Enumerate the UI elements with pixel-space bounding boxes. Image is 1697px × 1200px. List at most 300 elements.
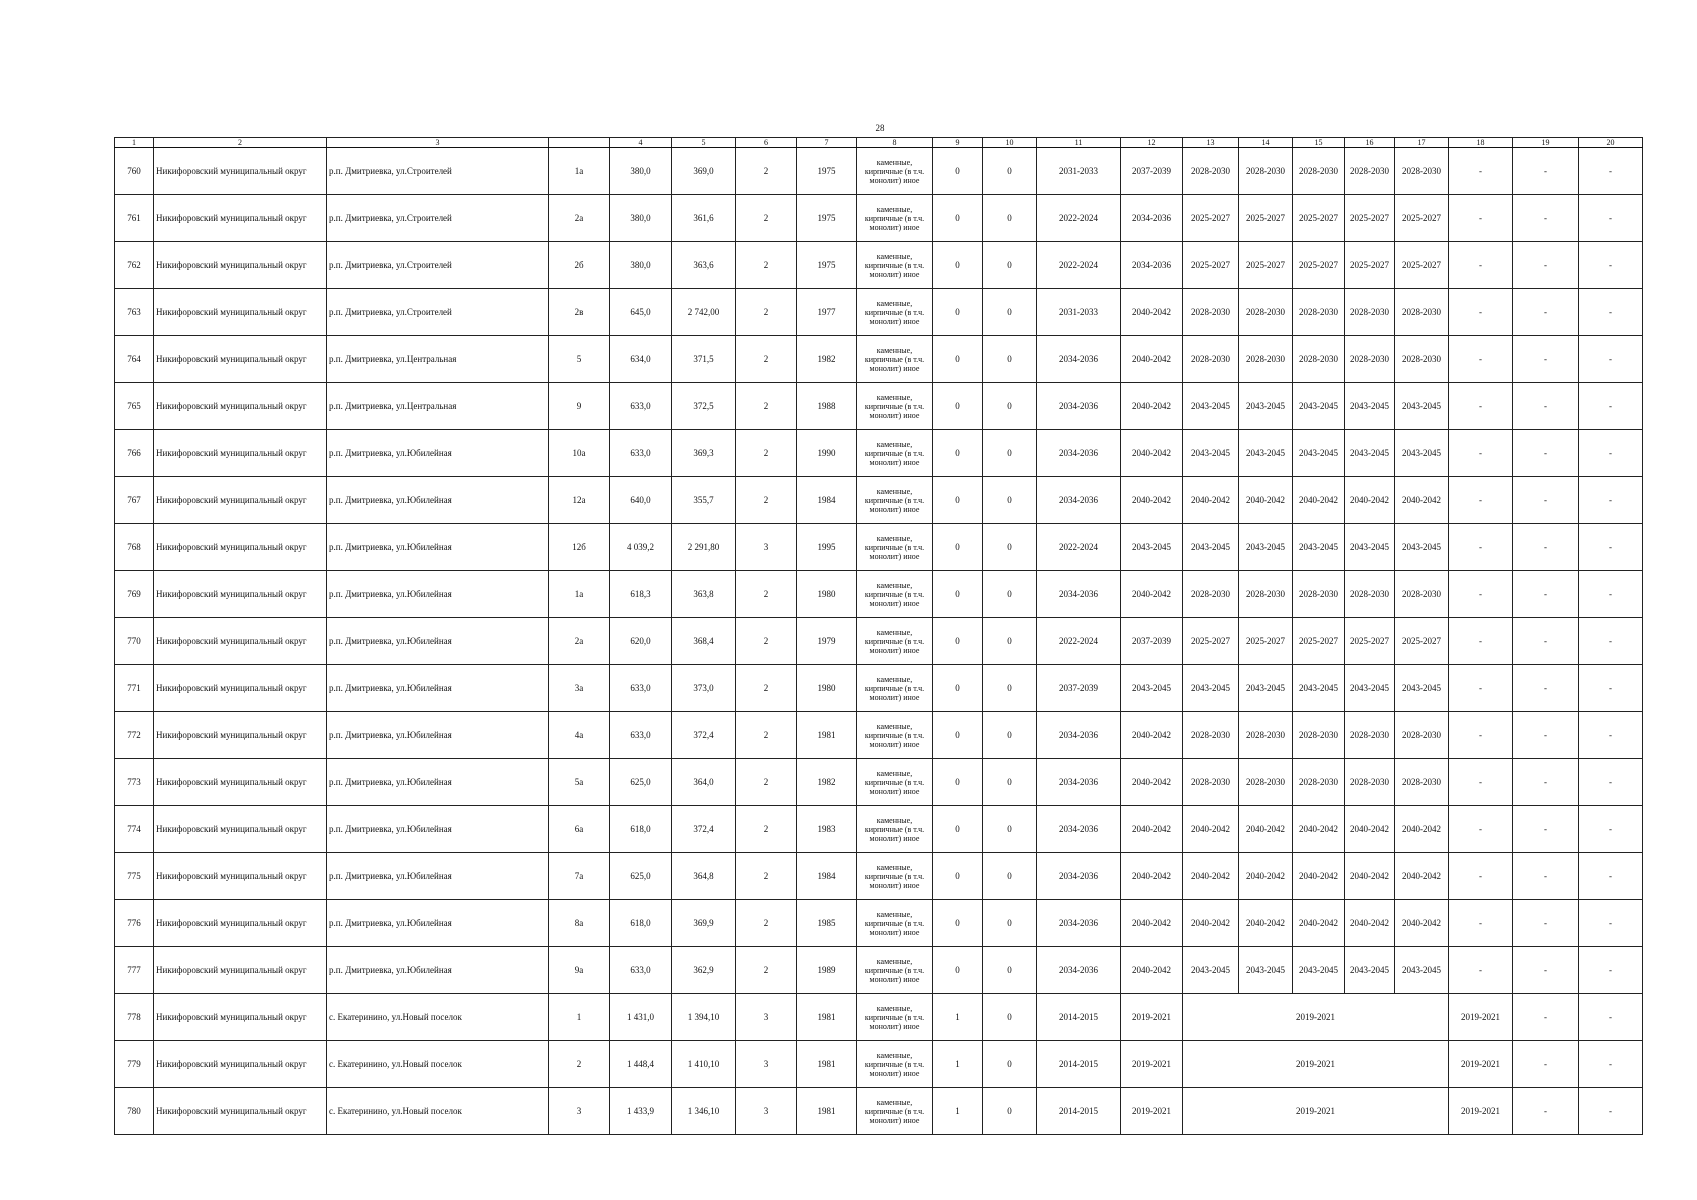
table-row <box>115 1088 1643 1135</box>
col-9-cell: 0 <box>933 759 983 806</box>
wall-material-cell: каменные, кирпичные (в т.ч. монолит) иное <box>857 759 933 806</box>
total-area-cell: 645,0 <box>610 289 672 336</box>
col-15-cell: 2028-2030 <box>1293 289 1345 336</box>
floors-cell: 2 <box>736 195 797 242</box>
col-15-cell: 2028-2030 <box>1293 571 1345 618</box>
floors-cell: 2 <box>736 336 797 383</box>
row-number: 778 <box>115 994 154 1041</box>
col-13-cell: 2025-2027 <box>1183 242 1239 289</box>
total-area-cell: 625,0 <box>610 759 672 806</box>
table-row <box>115 900 1643 947</box>
col-20-cell: - <box>1579 853 1643 900</box>
col-9-cell: 1 <box>933 1088 983 1135</box>
col-17-cell: 2043-2045 <box>1395 383 1449 430</box>
house-number-cell: 1а <box>549 571 610 618</box>
col-17-cell: 2043-2045 <box>1395 524 1449 571</box>
col-10-cell: 0 <box>983 430 1037 477</box>
col-16-cell: 2043-2045 <box>1345 665 1395 712</box>
col-18-cell: - <box>1449 383 1513 430</box>
col-17-cell: 2028-2030 <box>1395 336 1449 383</box>
col-15-cell: 2028-2030 <box>1293 148 1345 195</box>
col-15-cell: 2040-2042 <box>1293 900 1345 947</box>
col-20-cell: - <box>1579 571 1643 618</box>
col-12-cell: 2040-2042 <box>1121 806 1183 853</box>
address-cell: р.п. Дмитриевка, ул.Юбилейная <box>327 900 549 947</box>
column-number-header: 12 <box>1121 138 1183 148</box>
col-18-cell: 2019-2021 <box>1449 1088 1513 1135</box>
wall-material-cell: каменные, кирпичные (в т.ч. монолит) иное <box>857 430 933 477</box>
col-18-cell: - <box>1449 900 1513 947</box>
col-13-cell: 2028-2030 <box>1183 148 1239 195</box>
col-10-cell: 0 <box>983 148 1037 195</box>
district-cell: Никифоровский муниципальный округ <box>154 289 327 336</box>
col-16-cell: 2025-2027 <box>1345 618 1395 665</box>
floors-cell: 2 <box>736 712 797 759</box>
total-area-cell: 625,0 <box>610 853 672 900</box>
col-13-cell: 2043-2045 <box>1183 430 1239 477</box>
row-number: 764 <box>115 336 154 383</box>
col-9-cell: 0 <box>933 148 983 195</box>
living-area-cell: 364,0 <box>672 759 736 806</box>
row-number: 762 <box>115 242 154 289</box>
house-number-cell: 3 <box>549 1088 610 1135</box>
col-12-cell: 2040-2042 <box>1121 759 1183 806</box>
col-10-cell: 0 <box>983 336 1037 383</box>
living-area-cell: 373,0 <box>672 665 736 712</box>
col-16-cell: 2028-2030 <box>1345 148 1395 195</box>
col-20-cell: - <box>1579 759 1643 806</box>
col-12-cell: 2043-2045 <box>1121 524 1183 571</box>
wall-material-cell: каменные, кирпичные (в т.ч. монолит) иное <box>857 1088 933 1135</box>
merged-period-cell: 2019-2021 <box>1183 994 1449 1041</box>
year-built-cell: 1981 <box>797 994 857 1041</box>
year-built-cell: 1985 <box>797 900 857 947</box>
wall-material-cell: каменные, кирпичные (в т.ч. монолит) иное <box>857 806 933 853</box>
col-18-cell: - <box>1449 665 1513 712</box>
address-cell: р.п. Дмитриевка, ул.Юбилейная <box>327 759 549 806</box>
col-17-cell: 2043-2045 <box>1395 947 1449 994</box>
col-19-cell: - <box>1513 759 1579 806</box>
row-number: 776 <box>115 900 154 947</box>
district-cell: Никифоровский муниципальный округ <box>154 524 327 571</box>
house-number-cell: 5 <box>549 336 610 383</box>
table-body <box>115 148 1643 1135</box>
col-17-cell: 2043-2045 <box>1395 430 1449 477</box>
col-16-cell: 2040-2042 <box>1345 853 1395 900</box>
col-14-cell: 2028-2030 <box>1239 148 1293 195</box>
floors-cell: 3 <box>736 1041 797 1088</box>
living-area-cell: 355,7 <box>672 477 736 524</box>
col-16-cell: 2040-2042 <box>1345 900 1395 947</box>
year-built-cell: 1981 <box>797 1041 857 1088</box>
col-12-cell: 2019-2021 <box>1121 994 1183 1041</box>
col-12-cell: 2040-2042 <box>1121 336 1183 383</box>
col-19-cell: - <box>1513 853 1579 900</box>
living-area-cell: 2 291,80 <box>672 524 736 571</box>
col-14-cell: 2028-2030 <box>1239 336 1293 383</box>
col-14-cell: 2040-2042 <box>1239 900 1293 947</box>
table-row <box>115 947 1643 994</box>
col-19-cell: - <box>1513 1041 1579 1088</box>
district-cell: Никифоровский муниципальный округ <box>154 994 327 1041</box>
col-10-cell: 0 <box>983 571 1037 618</box>
col-9-cell: 0 <box>933 336 983 383</box>
col-20-cell: - <box>1579 195 1643 242</box>
col-10-cell: 0 <box>983 242 1037 289</box>
wall-material-cell: каменные, кирпичные (в т.ч. монолит) иное <box>857 383 933 430</box>
living-area-cell: 363,6 <box>672 242 736 289</box>
col-19-cell: - <box>1513 430 1579 477</box>
col-11-cell: 2014-2015 <box>1037 994 1121 1041</box>
col-15-cell: 2043-2045 <box>1293 430 1345 477</box>
column-number-header: 8 <box>857 138 933 148</box>
table-row <box>115 148 1643 195</box>
column-number-header: 9 <box>933 138 983 148</box>
col-17-cell: 2040-2042 <box>1395 806 1449 853</box>
col-19-cell: - <box>1513 571 1579 618</box>
col-13-cell: 2028-2030 <box>1183 571 1239 618</box>
col-13-cell: 2043-2045 <box>1183 524 1239 571</box>
district-cell: Никифоровский муниципальный округ <box>154 900 327 947</box>
col-16-cell: 2043-2045 <box>1345 947 1395 994</box>
col-10-cell: 0 <box>983 806 1037 853</box>
total-area-cell: 633,0 <box>610 430 672 477</box>
year-built-cell: 1977 <box>797 289 857 336</box>
col-16-cell: 2025-2027 <box>1345 195 1395 242</box>
table-row <box>115 477 1643 524</box>
house-number-cell: 8а <box>549 900 610 947</box>
col-19-cell: - <box>1513 665 1579 712</box>
living-area-cell: 372,4 <box>672 712 736 759</box>
col-15-cell: 2043-2045 <box>1293 947 1345 994</box>
col-11-cell: 2022-2024 <box>1037 242 1121 289</box>
col-15-cell: 2025-2027 <box>1293 618 1345 665</box>
col-17-cell: 2028-2030 <box>1395 712 1449 759</box>
row-number: 771 <box>115 665 154 712</box>
floors-cell: 2 <box>736 806 797 853</box>
col-14-cell: 2025-2027 <box>1239 242 1293 289</box>
floors-cell: 3 <box>736 524 797 571</box>
house-number-cell: 5а <box>549 759 610 806</box>
col-9-cell: 0 <box>933 524 983 571</box>
col-20-cell: - <box>1579 1088 1643 1135</box>
living-area-cell: 372,4 <box>672 806 736 853</box>
living-area-cell: 372,5 <box>672 383 736 430</box>
table-row <box>115 1041 1643 1088</box>
col-10-cell: 0 <box>983 1041 1037 1088</box>
col-20-cell: - <box>1579 994 1643 1041</box>
col-12-cell: 2019-2021 <box>1121 1088 1183 1135</box>
col-11-cell: 2022-2024 <box>1037 524 1121 571</box>
column-number-header: 4 <box>610 138 672 148</box>
district-cell: Никифоровский муниципальный округ <box>154 618 327 665</box>
col-12-cell: 2037-2039 <box>1121 618 1183 665</box>
wall-material-cell: каменные, кирпичные (в т.ч. монолит) иное <box>857 477 933 524</box>
total-area-cell: 633,0 <box>610 947 672 994</box>
col-20-cell: - <box>1579 430 1643 477</box>
column-number-header: 15 <box>1293 138 1345 148</box>
total-area-cell: 380,0 <box>610 195 672 242</box>
wall-material-cell: каменные, кирпичные (в т.ч. монолит) иное <box>857 242 933 289</box>
total-area-cell: 633,0 <box>610 383 672 430</box>
table-row <box>115 383 1643 430</box>
wall-material-cell: каменные, кирпичные (в т.ч. монолит) иное <box>857 571 933 618</box>
district-cell: Никифоровский муниципальный округ <box>154 148 327 195</box>
wall-material-cell: каменные, кирпичные (в т.ч. монолит) иное <box>857 994 933 1041</box>
column-number-header: 6 <box>736 138 797 148</box>
total-area-cell: 633,0 <box>610 712 672 759</box>
house-number-cell: 2а <box>549 195 610 242</box>
col-17-cell: 2025-2027 <box>1395 195 1449 242</box>
merged-period-cell: 2019-2021 <box>1183 1041 1449 1088</box>
row-number: 779 <box>115 1041 154 1088</box>
col-13-cell: 2025-2027 <box>1183 195 1239 242</box>
row-number: 765 <box>115 383 154 430</box>
col-11-cell: 2034-2036 <box>1037 571 1121 618</box>
col-15-cell: 2043-2045 <box>1293 665 1345 712</box>
district-cell: Никифоровский муниципальный округ <box>154 477 327 524</box>
col-9-cell: 0 <box>933 289 983 336</box>
district-cell: Никифоровский муниципальный округ <box>154 1041 327 1088</box>
wall-material-cell: каменные, кирпичные (в т.ч. монолит) иное <box>857 712 933 759</box>
house-number-cell: 4а <box>549 712 610 759</box>
col-15-cell: 2043-2045 <box>1293 524 1345 571</box>
col-11-cell: 2022-2024 <box>1037 195 1121 242</box>
address-cell: р.п. Дмитриевка, ул.Юбилейная <box>327 477 549 524</box>
floors-cell: 2 <box>736 242 797 289</box>
col-18-cell: 2019-2021 <box>1449 1041 1513 1088</box>
col-18-cell: - <box>1449 853 1513 900</box>
col-12-cell: 2043-2045 <box>1121 665 1183 712</box>
col-11-cell: 2034-2036 <box>1037 712 1121 759</box>
house-number-cell: 6а <box>549 806 610 853</box>
col-13-cell: 2040-2042 <box>1183 477 1239 524</box>
district-cell: Никифоровский муниципальный округ <box>154 571 327 618</box>
address-cell: с. Екатеринино, ул.Новый поселок <box>327 1041 549 1088</box>
year-built-cell: 1980 <box>797 665 857 712</box>
house-number-cell: 2а <box>549 618 610 665</box>
col-11-cell: 2022-2024 <box>1037 618 1121 665</box>
col-17-cell: 2028-2030 <box>1395 148 1449 195</box>
row-number: 772 <box>115 712 154 759</box>
row-number: 768 <box>115 524 154 571</box>
address-cell: р.п. Дмитриевка, ул.Центральная <box>327 336 549 383</box>
year-built-cell: 1995 <box>797 524 857 571</box>
table-row <box>115 759 1643 806</box>
col-9-cell: 0 <box>933 195 983 242</box>
col-13-cell: 2028-2030 <box>1183 336 1239 383</box>
floors-cell: 2 <box>736 148 797 195</box>
living-area-cell: 368,4 <box>672 618 736 665</box>
col-10-cell: 0 <box>983 994 1037 1041</box>
row-number: 766 <box>115 430 154 477</box>
col-10-cell: 0 <box>983 900 1037 947</box>
col-11-cell: 2037-2039 <box>1037 665 1121 712</box>
row-number: 769 <box>115 571 154 618</box>
total-area-cell: 618,3 <box>610 571 672 618</box>
col-11-cell: 2034-2036 <box>1037 383 1121 430</box>
floors-cell: 2 <box>736 477 797 524</box>
total-area-cell: 4 039,2 <box>610 524 672 571</box>
address-cell: р.п. Дмитриевка, ул.Юбилейная <box>327 430 549 477</box>
col-19-cell: - <box>1513 195 1579 242</box>
address-cell: р.п. Дмитриевка, ул.Юбилейная <box>327 524 549 571</box>
col-16-cell: 2043-2045 <box>1345 430 1395 477</box>
col-13-cell: 2025-2027 <box>1183 618 1239 665</box>
col-19-cell: - <box>1513 806 1579 853</box>
col-18-cell: - <box>1449 524 1513 571</box>
total-area-cell: 1 433,9 <box>610 1088 672 1135</box>
col-12-cell: 2040-2042 <box>1121 477 1183 524</box>
floors-cell: 2 <box>736 947 797 994</box>
col-13-cell: 2043-2045 <box>1183 947 1239 994</box>
column-number-header: 17 <box>1395 138 1449 148</box>
wall-material-cell: каменные, кирпичные (в т.ч. монолит) иное <box>857 148 933 195</box>
house-number-cell: 9а <box>549 947 610 994</box>
house-number-cell: 3а <box>549 665 610 712</box>
col-11-cell: 2031-2033 <box>1037 148 1121 195</box>
col-20-cell: - <box>1579 148 1643 195</box>
table-row <box>115 195 1643 242</box>
col-13-cell: 2028-2030 <box>1183 759 1239 806</box>
col-14-cell: 2025-2027 <box>1239 618 1293 665</box>
wall-material-cell: каменные, кирпичные (в т.ч. монолит) иное <box>857 1041 933 1088</box>
year-built-cell: 1984 <box>797 477 857 524</box>
district-cell: Никифоровский муниципальный округ <box>154 806 327 853</box>
year-built-cell: 1983 <box>797 806 857 853</box>
floors-cell: 3 <box>736 994 797 1041</box>
wall-material-cell: каменные, кирпичные (в т.ч. монолит) иное <box>857 195 933 242</box>
living-area-cell: 371,5 <box>672 336 736 383</box>
address-cell: р.п. Дмитриевка, ул.Строителей <box>327 195 549 242</box>
col-19-cell: - <box>1513 336 1579 383</box>
col-15-cell: 2025-2027 <box>1293 195 1345 242</box>
total-area-cell: 640,0 <box>610 477 672 524</box>
col-14-cell: 2028-2030 <box>1239 289 1293 336</box>
col-16-cell: 2028-2030 <box>1345 712 1395 759</box>
total-area-cell: 618,0 <box>610 900 672 947</box>
col-10-cell: 0 <box>983 383 1037 430</box>
year-built-cell: 1989 <box>797 947 857 994</box>
col-19-cell: - <box>1513 383 1579 430</box>
page-number: 28 <box>875 123 885 133</box>
district-cell: Никифоровский муниципальный округ <box>154 242 327 289</box>
col-12-cell: 2037-2039 <box>1121 148 1183 195</box>
living-area-cell: 361,6 <box>672 195 736 242</box>
col-11-cell: 2034-2036 <box>1037 806 1121 853</box>
col-15-cell: 2043-2045 <box>1293 383 1345 430</box>
col-10-cell: 0 <box>983 1088 1037 1135</box>
col-10-cell: 0 <box>983 665 1037 712</box>
col-17-cell: 2040-2042 <box>1395 853 1449 900</box>
floors-cell: 2 <box>736 665 797 712</box>
district-cell: Никифоровский муниципальный округ <box>154 336 327 383</box>
col-9-cell: 0 <box>933 665 983 712</box>
col-15-cell: 2028-2030 <box>1293 759 1345 806</box>
col-16-cell: 2025-2027 <box>1345 242 1395 289</box>
year-built-cell: 1975 <box>797 195 857 242</box>
col-19-cell: - <box>1513 712 1579 759</box>
col-14-cell: 2043-2045 <box>1239 383 1293 430</box>
total-area-cell: 380,0 <box>610 148 672 195</box>
row-number: 774 <box>115 806 154 853</box>
col-19-cell: - <box>1513 1088 1579 1135</box>
col-13-cell: 2028-2030 <box>1183 289 1239 336</box>
col-13-cell: 2043-2045 <box>1183 665 1239 712</box>
col-14-cell: 2040-2042 <box>1239 806 1293 853</box>
floors-cell: 2 <box>736 289 797 336</box>
col-16-cell: 2028-2030 <box>1345 289 1395 336</box>
house-number-cell: 10а <box>549 430 610 477</box>
district-cell: Никифоровский муниципальный округ <box>154 1088 327 1135</box>
col-11-cell: 2031-2033 <box>1037 289 1121 336</box>
column-number-header: 7 <box>797 138 857 148</box>
col-14-cell: 2043-2045 <box>1239 665 1293 712</box>
wall-material-cell: каменные, кирпичные (в т.ч. монолит) иное <box>857 618 933 665</box>
col-11-cell: 2034-2036 <box>1037 900 1121 947</box>
col-9-cell: 1 <box>933 994 983 1041</box>
floors-cell: 2 <box>736 383 797 430</box>
col-12-cell: 2040-2042 <box>1121 430 1183 477</box>
col-18-cell: - <box>1449 806 1513 853</box>
table-row <box>115 524 1643 571</box>
col-9-cell: 0 <box>933 242 983 289</box>
col-10-cell: 0 <box>983 289 1037 336</box>
col-9-cell: 0 <box>933 571 983 618</box>
row-number: 767 <box>115 477 154 524</box>
year-built-cell: 1980 <box>797 571 857 618</box>
address-cell: с. Екатеринино, ул.Новый поселок <box>327 994 549 1041</box>
col-10-cell: 0 <box>983 524 1037 571</box>
col-20-cell: - <box>1579 289 1643 336</box>
col-17-cell: 2040-2042 <box>1395 477 1449 524</box>
living-area-cell: 363,8 <box>672 571 736 618</box>
district-cell: Никифоровский муниципальный округ <box>154 383 327 430</box>
col-14-cell: 2043-2045 <box>1239 524 1293 571</box>
col-12-cell: 2034-2036 <box>1121 195 1183 242</box>
total-area-cell: 633,0 <box>610 665 672 712</box>
table-row <box>115 336 1643 383</box>
col-9-cell: 0 <box>933 618 983 665</box>
col-10-cell: 0 <box>983 618 1037 665</box>
column-number-header: 1 <box>115 138 154 148</box>
floors-cell: 2 <box>736 430 797 477</box>
col-18-cell: - <box>1449 289 1513 336</box>
living-area-cell: 1 346,10 <box>672 1088 736 1135</box>
col-16-cell: 2040-2042 <box>1345 806 1395 853</box>
address-cell: с. Екатеринино, ул.Новый поселок <box>327 1088 549 1135</box>
col-16-cell: 2028-2030 <box>1345 336 1395 383</box>
table-row <box>115 289 1643 336</box>
living-area-cell: 1 410,10 <box>672 1041 736 1088</box>
row-number: 777 <box>115 947 154 994</box>
col-15-cell: 2028-2030 <box>1293 712 1345 759</box>
col-18-cell: - <box>1449 712 1513 759</box>
house-number-cell: 2в <box>549 289 610 336</box>
table-row <box>115 242 1643 289</box>
table-row <box>115 853 1643 900</box>
living-area-cell: 2 742,00 <box>672 289 736 336</box>
col-13-cell: 2040-2042 <box>1183 900 1239 947</box>
col-10-cell: 0 <box>983 759 1037 806</box>
col-13-cell: 2040-2042 <box>1183 806 1239 853</box>
living-area-cell: 369,3 <box>672 430 736 477</box>
row-number: 770 <box>115 618 154 665</box>
floors-cell: 2 <box>736 618 797 665</box>
wall-material-cell: каменные, кирпичные (в т.ч. монолит) иное <box>857 665 933 712</box>
col-9-cell: 0 <box>933 853 983 900</box>
col-16-cell: 2028-2030 <box>1345 759 1395 806</box>
